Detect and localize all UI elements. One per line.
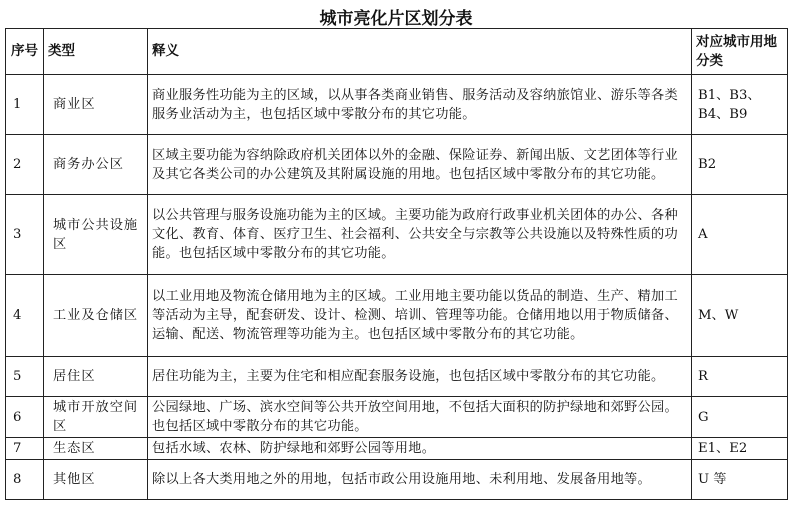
table-row — [6, 135, 788, 195]
row-no: 1 — [6, 75, 44, 135]
row-code: G — [692, 397, 788, 438]
header-code: 对应城市用地分类 — [692, 29, 788, 75]
row-type: 工业及仓储区 — [44, 275, 148, 357]
row-desc: 以公共管理与服务设施功能为主的区域。主要功能为政府行政事业机关团体的办公、各种文化、教育、体育、医疗卫生、社会福利、公共安全与宗教等公共设施以及特殊性质的功能。也包括区域中零散分布的其它功能。 — [148, 195, 692, 275]
row-code: M、W — [692, 275, 788, 357]
row-desc: 除以上各大类用地之外的用地，包括市政公用设施用地、未利用地、发展备用地等。 — [148, 460, 692, 500]
row-code: B2 — [692, 135, 788, 195]
row-no: 2 — [6, 135, 44, 195]
table-row — [6, 460, 788, 500]
header-type: 类型 — [44, 29, 148, 75]
row-code: U 等 — [692, 460, 788, 500]
row-code: B1、B3、B4、B9 — [692, 75, 788, 135]
row-desc: 居住功能为主，主要为住宅和相应配套服务设施，也包括区域中零散分布的其它功能。 — [148, 357, 692, 397]
row-no: 8 — [6, 460, 44, 500]
table-title: 城市亮化片区划分表 — [319, 9, 473, 29]
header-no: 序号 — [6, 29, 44, 75]
row-type: 城市公共设施区 — [44, 195, 148, 275]
row-type: 城市开放空间区 — [44, 397, 148, 438]
row-desc: 区域主要功能为容纳除政府机关团体以外的金融、保险证券、新闻出版、文艺团体等行业及其它各类公司的办公建筑及其附属设施的用地。也包括区域中零散分布的其它功能。 — [148, 135, 692, 195]
row-no: 7 — [6, 438, 44, 460]
header-desc: 释义 — [148, 29, 692, 75]
row-no: 4 — [6, 275, 44, 357]
table-row — [6, 357, 788, 397]
row-type: 其他区 — [44, 460, 148, 500]
table-row — [6, 195, 788, 275]
row-code: E1、E2 — [692, 438, 788, 460]
row-code: R — [692, 357, 788, 397]
row-type: 居住区 — [44, 357, 148, 397]
row-type: 生态区 — [44, 438, 148, 460]
table-row — [6, 275, 788, 357]
header-row — [6, 29, 788, 75]
table-row — [6, 438, 788, 460]
row-no: 5 — [6, 357, 44, 397]
row-type: 商业区 — [44, 75, 148, 135]
row-type: 商务办公区 — [44, 135, 148, 195]
row-code: A — [692, 195, 788, 275]
table-row — [6, 397, 788, 438]
row-no: 6 — [6, 397, 44, 438]
table-row — [6, 75, 788, 135]
row-no: 3 — [6, 195, 44, 275]
row-desc: 商业服务性功能为主的区域，以从事各类商业销售、服务活动及容纳旅馆业、游乐等各类服务业活动为主，也包括区域中零散分布的其它功能。 — [148, 75, 692, 135]
zoning-table — [5, 28, 788, 500]
row-desc: 包括水域、农林、防护绿地和郊野公园等用地。 — [148, 438, 692, 460]
row-desc: 以工业用地及物流仓储用地为主的区域。工业用地主要功能以货品的制造、生产、精加工等活动为主导，配套研发、设计、检测、培训、管理等功能。仓储用地以用于物质储备、运输、配送、物流管理等功能为主。也包括区域中零散分布的其它功能。 — [148, 275, 692, 357]
row-desc: 公园绿地、广场、滨水空间等公共开放空间用地，不包括大面积的防护绿地和郊野公园。也包括区域中零散分布的其它功能。 — [148, 397, 692, 438]
